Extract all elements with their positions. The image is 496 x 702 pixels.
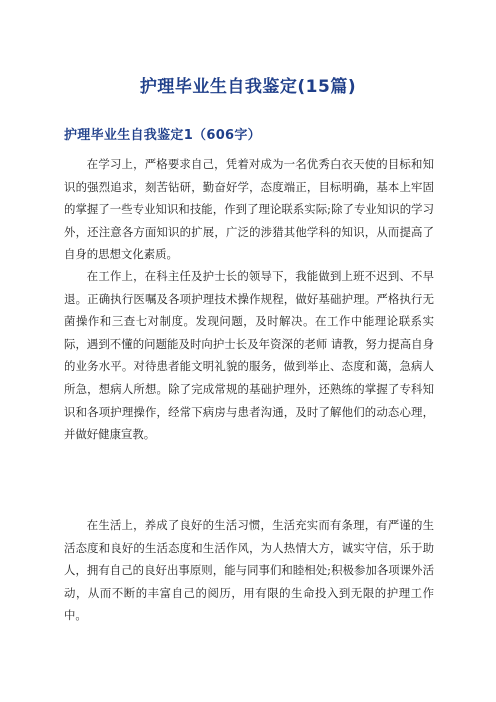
paragraph-study: 在学习上，严格要求自己，凭着对成为一名优秀白衣天使的目标和知识的强烈追求，刻苦钻研，勤奋好学，态度端正，目标明确，基本上牢固的掌握了一些专业知识和技能，作到了理论联系实际;除了专业知识的学习外，还注意各方面知识的扩展，广泛的涉猎其他学科的知识，从而提高了自身的思想文化素质。 [64,157,434,262]
paragraph-work: 在工作上，在科主任及护士长的领导下，我能做到上班不迟到、不早退。正确执行医嘱及各项护理技术操作规程，做好基础护理。严格执行无菌操作和三查七对制度。发现问题，及时解决。在工作中能理论联系实际，遇到不懂的问题能及时向护士长及年资深的老师 请教，努力提高自身的业务水平。对待患者能文明礼貌的服务，做到举止、态度和蔼，急病人所急，想病人所想。除了完成常规的基础护理外，还熟练的掌握了专科知识和各项护理操作，经常下病房与患者沟通，及时了解他们的动态心理，并做好健康宣教。 [64,269,434,442]
document-title: 护理毕业生自我鉴定(15篇) [139,77,357,97]
section-heading: 护理毕业生自我鉴定1（606字） [64,128,261,143]
paragraph-life: 在生活上，养成了良好的生活习惯，生活充实而有条理，有严谨的生活态度和良好的生活态度和生活作风，为人热情大方，诚实守信，乐于助人，拥有自己的良好出事原则，能与同事们和睦相处;积极参加各项课外活动，从而不断的丰富自己的阅历，用有限的生命投入到无限的护理工作中。 [64,518,434,623]
